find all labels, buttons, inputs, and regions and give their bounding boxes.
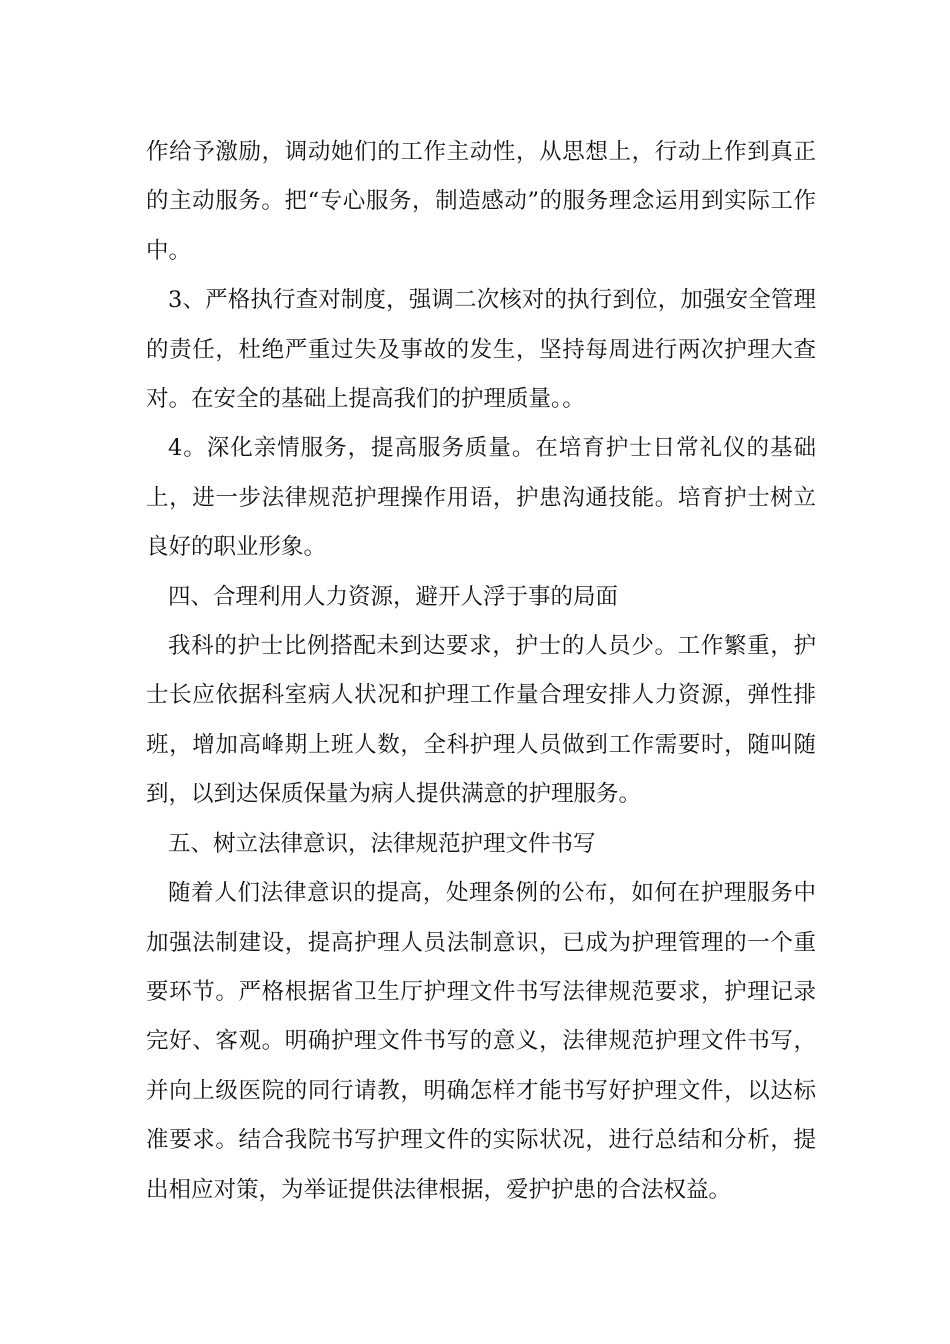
paragraph-legal-awareness: 随着人们法律意识的提高，处理条例的公布，如何在护理服务中加强法制建设，提高护理人员法制意识，已成为护理管理的一个重要环节。严格根据省卫生厅护理文件书写法律规范要求，护理记录完好、客观。明确护理文件书写的意义，法律规范护理文件书写，并向上级医院的同行请教，明确怎样才能书写好护理文件，以达标准要求。结合我院书写护理文件的实际状况，进行总结和分析，提出相应对策，为举证提供法律根据，爱护护患的合法权益。 xyxy=(146,880,816,1203)
section-heading-5: 五、树立法律意识，法律规范护理文件书写 xyxy=(168,830,596,857)
paragraph-staffing: 我科的护士比例搭配未到达要求，护士的人员少。工作繁重，护士长应依据科室病人状况和护理工作量合理安排人力资源，弹性排班，增加高峰期上班人数，全科护理人员做到工作需要时，随叫随到，以到达保质保量为病人提供满意的护理服务。 xyxy=(146,633,816,808)
section-heading-4: 四、合理利用人力资源，避开人浮于事的局面 xyxy=(168,583,619,610)
paragraph-continuation: 作给予激励，调动她们的工作主动性，从思想上，行动上作到真正的主动服务。把“专心服务，制造感动”的服务理念运用到实际工作中。 xyxy=(146,139,816,264)
paragraph-item-3: 3、严格执行查对制度，强调二次核对的执行到位，加强安全管理的责任，杜绝严重过失及事故的发生，坚持每周进行两次护理大查对。在安全的基础上提高我们的护理质量。。 xyxy=(146,287,816,413)
document-body xyxy=(146,128,816,1215)
paragraph-item-4: 4。深化亲情服务，提高服务质量。在培育护士日常礼仪的基础上，进一步法律规范护理操作用语，护患沟通技能。培育护士树立良好的职业形象。 xyxy=(146,435,816,561)
